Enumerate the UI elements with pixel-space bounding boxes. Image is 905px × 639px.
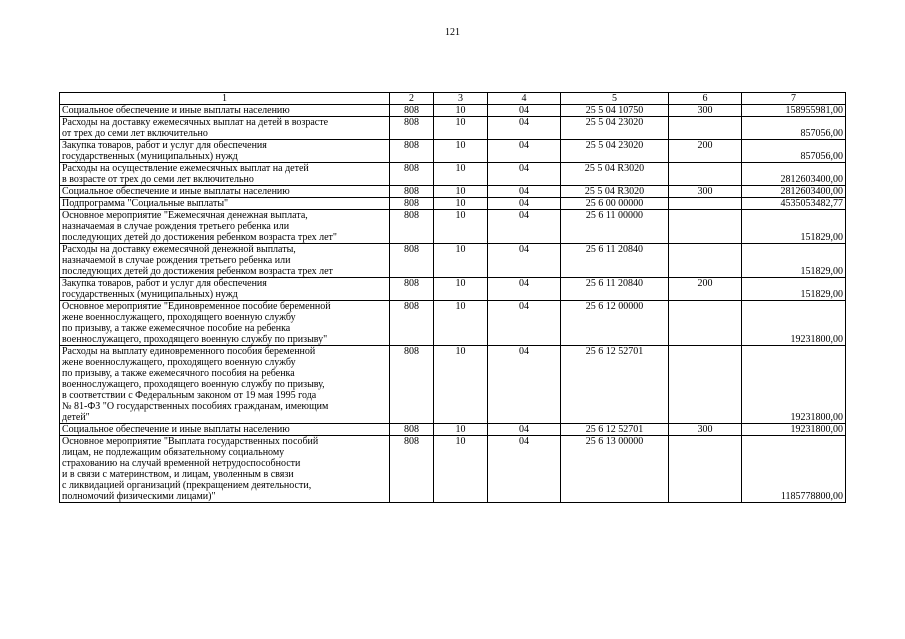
row-admin-code: 808 [390,163,434,186]
row-section: 10 [434,346,488,424]
row-amount: 151829,00 [742,244,846,278]
row-subsection: 04 [488,278,561,301]
column-header: 4 [488,93,561,105]
table-row [60,117,846,140]
row-subsection: 04 [488,105,561,117]
column-header: 5 [561,93,669,105]
row-subsection: 04 [488,117,561,140]
table-row [60,163,846,186]
row-name: Расходы на выплату единовременного пособия беременной жене военнослужащего, проходящего военную службу по призыву, а также ежемесячного пособия на ребенка военнослужащего, проходящего военную службу по призыву, в соответствии с Федеральным законом от 19 мая 1995 года № 81-ФЗ "О государственных пособиях гражданам, имеющим детей" [60,346,390,424]
row-expense-type [669,117,742,140]
row-target-article: 25 6 12 52701 [561,424,669,436]
row-amount: 151829,00 [742,210,846,244]
row-section: 10 [434,105,488,117]
row-target-article: 25 6 12 00000 [561,301,669,346]
row-expense-type: 200 [669,140,742,163]
table-row [60,346,846,424]
table-row [60,198,846,210]
row-amount: 1185778800,00 [742,436,846,503]
row-name: Закупка товаров, работ и услуг для обеспечения государственных (муниципальных) нужд [60,140,390,163]
row-amount: 19231800,00 [742,424,846,436]
row-target-article: 25 6 11 00000 [561,210,669,244]
row-admin-code: 808 [390,244,434,278]
row-admin-code: 808 [390,140,434,163]
table-row [60,186,846,198]
row-subsection: 04 [488,163,561,186]
row-target-article: 25 6 12 52701 [561,346,669,424]
row-subsection: 04 [488,346,561,424]
row-amount: 2812603400,00 [742,186,846,198]
row-subsection: 04 [488,424,561,436]
row-admin-code: 808 [390,198,434,210]
row-admin-code: 808 [390,346,434,424]
row-expense-type: 300 [669,105,742,117]
row-section: 10 [434,163,488,186]
row-target-article: 25 6 11 20840 [561,278,669,301]
column-header: 3 [434,93,488,105]
table-row [60,436,846,503]
row-admin-code: 808 [390,436,434,503]
row-target-article: 25 6 13 00000 [561,436,669,503]
row-target-article: 25 5 04 10750 [561,105,669,117]
row-expense-type: 300 [669,424,742,436]
table-row [60,244,846,278]
row-section: 10 [434,424,488,436]
row-target-article: 25 6 11 20840 [561,244,669,278]
row-amount: 2812603400,00 [742,163,846,186]
row-name: Социальное обеспечение и иные выплаты населению [60,424,390,436]
row-name: Расходы на осуществление ежемесячных выплат на детей в возрасте от трех до семи лет включительно [60,163,390,186]
row-expense-type [669,198,742,210]
column-header: 7 [742,93,846,105]
row-section: 10 [434,198,488,210]
table-header-row [60,93,846,105]
row-admin-code: 808 [390,186,434,198]
row-amount: 857056,00 [742,140,846,163]
row-section: 10 [434,301,488,346]
column-header: 1 [60,93,390,105]
row-section: 10 [434,210,488,244]
row-subsection: 04 [488,140,561,163]
row-name: Расходы на доставку ежемесячной денежной выплаты, назначаемой в случае рождения третьего ребенка или последующих детей до достижения ребенком возраста трех лет [60,244,390,278]
row-expense-type: 300 [669,186,742,198]
table-row [60,210,846,244]
row-section: 10 [434,186,488,198]
row-admin-code: 808 [390,278,434,301]
row-name: Основное мероприятие "Ежемесячная денежная выплата, назначаемая в случае рождения третьего ребенка или последующих детей до достижения ребенком возраста трех лет" [60,210,390,244]
row-amount: 19231800,00 [742,346,846,424]
row-expense-type [669,163,742,186]
row-section: 10 [434,117,488,140]
row-section: 10 [434,278,488,301]
row-name: Социальное обеспечение и иные выплаты населению [60,186,390,198]
row-amount: 857056,00 [742,117,846,140]
row-amount: 158955981,00 [742,105,846,117]
row-admin-code: 808 [390,105,434,117]
row-name: Подпрограмма "Социальные выплаты" [60,198,390,210]
row-expense-type [669,210,742,244]
row-subsection: 04 [488,186,561,198]
row-expense-type [669,436,742,503]
row-admin-code: 808 [390,301,434,346]
row-expense-type [669,301,742,346]
budget-table [59,92,846,503]
row-target-article: 25 5 04 R3020 [561,163,669,186]
column-header: 2 [390,93,434,105]
row-subsection: 04 [488,301,561,346]
row-expense-type: 200 [669,278,742,301]
row-name: Основное мероприятие "Выплата государственных пособий лицам, не подлежащим обязательному социальному страхованию на случай временной нетрудоспособности и в связи с материнством, и лицам, уволенным в связи с ликвидацией организаций (прекращением деятельности, полномочий физическими лицами)" [60,436,390,503]
row-name: Расходы на доставку ежемесячных выплат на детей в возрасте от трех до семи лет включительно [60,117,390,140]
row-admin-code: 808 [390,210,434,244]
row-name: Закупка товаров, работ и услуг для обеспечения государственных (муниципальных) нужд [60,278,390,301]
table-row [60,278,846,301]
row-expense-type [669,244,742,278]
row-amount: 151829,00 [742,278,846,301]
row-admin-code: 808 [390,117,434,140]
row-expense-type [669,346,742,424]
row-target-article: 25 5 04 R3020 [561,186,669,198]
row-subsection: 04 [488,210,561,244]
column-header: 6 [669,93,742,105]
row-amount: 19231800,00 [742,301,846,346]
table-row [60,301,846,346]
row-subsection: 04 [488,436,561,503]
row-subsection: 04 [488,198,561,210]
row-subsection: 04 [488,244,561,278]
row-section: 10 [434,436,488,503]
row-admin-code: 808 [390,424,434,436]
row-name: Социальное обеспечение и иные выплаты населению [60,105,390,117]
row-name: Основное мероприятие "Единовременное пособие беременной жене военнослужащего, проходящего военную службу по призыву, а также ежемесячное пособие на ребенка военнослужащего, проходящего военную службу по призыву" [60,301,390,346]
table-row [60,424,846,436]
row-section: 10 [434,140,488,163]
table-row [60,140,846,163]
table-body [60,105,846,503]
table-row [60,105,846,117]
row-amount: 4535053482,77 [742,198,846,210]
page-number: 121 [445,27,460,38]
row-target-article: 25 5 04 23020 [561,140,669,163]
row-section: 10 [434,244,488,278]
row-target-article: 25 5 04 23020 [561,117,669,140]
row-target-article: 25 6 00 00000 [561,198,669,210]
